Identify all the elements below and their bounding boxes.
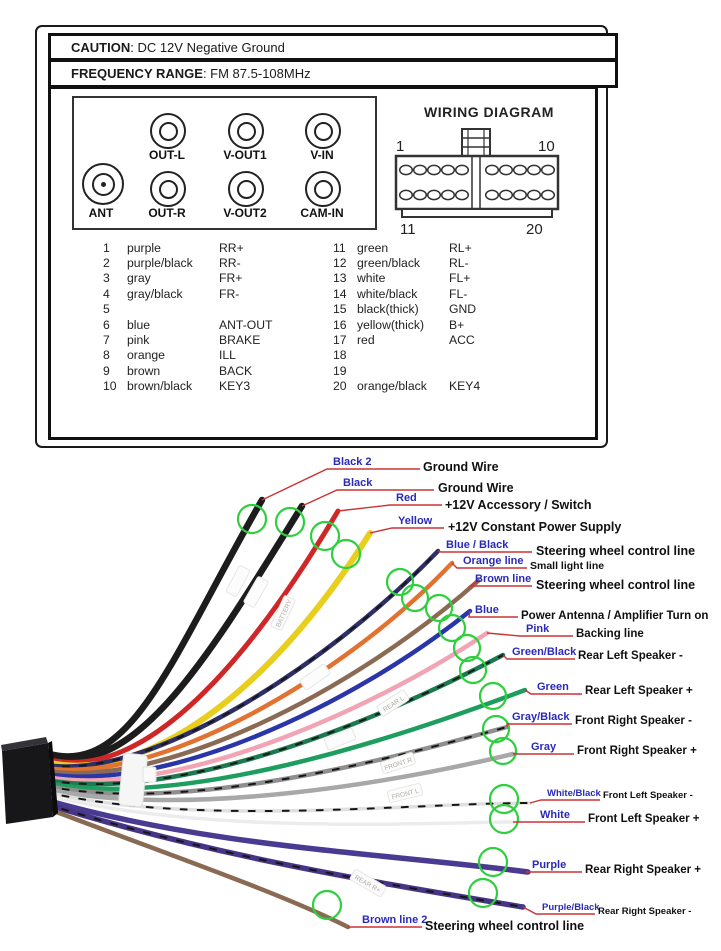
pin-number-11: 11	[400, 221, 416, 237]
pin-row	[103, 240, 338, 255]
jack-label-out-r: OUT-R	[148, 206, 186, 220]
pin-number-1: 1	[396, 138, 405, 155]
wire-label-name: Purple/Black	[542, 902, 600, 913]
pin-color: blue	[127, 317, 151, 332]
rca-jack-out-l-icon	[150, 113, 186, 149]
pin-function: ILL	[219, 348, 236, 363]
wire-label-desc: Ground Wire	[423, 460, 499, 474]
wire-label-desc: Rear Right Speaker -	[598, 906, 692, 917]
leader-line	[507, 724, 572, 727]
pin-number: 13	[333, 271, 347, 286]
wire-label-name: Gray	[531, 741, 557, 753]
pin-function: RL-	[449, 256, 469, 271]
wire-label-name: Pink	[526, 623, 550, 635]
harness-photo-section	[0, 451, 721, 951]
wire-label-name: Purple	[532, 859, 567, 871]
jack-label-v-out2: V-OUT2	[223, 206, 267, 220]
wire-label-name: Red	[396, 492, 417, 504]
wire-label-desc: +12V Accessory / Switch	[445, 498, 592, 512]
pin-number: 4	[103, 286, 110, 301]
tag-battery: BATTERY	[274, 598, 294, 629]
wire-label-name: Gray/Black	[512, 711, 570, 723]
marker-circle	[479, 848, 507, 876]
pin-number: 20	[333, 379, 347, 394]
pin-number-10: 10	[538, 138, 555, 155]
pin-row	[333, 240, 578, 255]
pin-color: brown	[127, 363, 161, 378]
harness-connector-block	[1, 737, 58, 824]
frequency-label: FREQUENCY RANGE	[71, 66, 203, 81]
pin-color: purple	[127, 240, 161, 255]
pin-number: 14	[333, 286, 347, 301]
pin-function: ACC	[449, 333, 475, 348]
pin-function: ANT-OUT	[219, 317, 273, 332]
rear-jack-panel	[72, 96, 377, 230]
marker-circle	[480, 683, 506, 709]
pin-number: 7	[103, 333, 110, 348]
pin-color: purple/black	[127, 256, 193, 271]
pin-number: 17	[333, 333, 347, 348]
pin-number: 19	[333, 363, 347, 378]
rca-jack-v-out2-icon	[228, 171, 264, 207]
pin-connector-drawing	[392, 125, 572, 237]
pin-number-20: 20	[526, 221, 543, 237]
pin-color: orange/black	[357, 379, 427, 394]
pin-table-left	[103, 240, 338, 394]
pin-color: green	[357, 240, 389, 255]
pin-function: FR-	[219, 286, 240, 301]
pin-color: gray	[127, 271, 151, 286]
rca-jack-cam-in-icon	[305, 171, 341, 207]
wire-label-desc: Power Antenna / Amplifier Turn on	[521, 610, 709, 622]
pin-number: 6	[103, 317, 110, 332]
pin-function: GND	[449, 302, 477, 317]
pin-row	[333, 286, 578, 301]
wire-label-desc: +12V Constant Power Supply	[448, 520, 622, 534]
pin-number: 11	[333, 240, 346, 255]
pin-function: KEY4	[449, 379, 481, 394]
wire-label-name: Blue	[475, 604, 499, 616]
jack-label-v-out1: V-OUT1	[223, 148, 267, 162]
wire-label-desc: Steering wheel control line	[536, 544, 696, 558]
pin-color: white	[357, 271, 386, 286]
pin-row	[103, 302, 338, 317]
wire-label-name: Brown line 2	[362, 914, 428, 926]
pin-number: 15	[333, 302, 347, 317]
pin-color: yellow(thick)	[357, 317, 425, 332]
wire-label-name: White/Black	[547, 788, 601, 799]
jack-label-ant: ANT	[88, 206, 114, 220]
wire-label-name: Blue / Black	[446, 539, 509, 551]
pin-number: 10	[103, 379, 117, 394]
pin-row	[333, 302, 578, 317]
pin-table-right	[333, 240, 578, 394]
pin-function: FL-	[449, 286, 468, 301]
wire-label-desc: Rear Right Speaker +	[585, 864, 702, 876]
pin-number: 1	[103, 240, 110, 255]
wire-label-name: Orange line	[463, 555, 524, 567]
pin-function: FL+	[449, 271, 471, 286]
wire-label-name: Brown line	[475, 573, 532, 585]
rca-jack-v-out1-icon	[228, 113, 264, 149]
tag-front-r: FRONT R	[383, 756, 414, 773]
marker-circle	[490, 805, 518, 833]
pin-color: white/black	[357, 286, 418, 301]
ant-jack-dot	[101, 182, 106, 187]
leader-line	[370, 528, 444, 533]
wire-label-name: Green	[537, 681, 569, 693]
pin-row	[333, 379, 578, 394]
rca-jack-v-in-icon	[305, 113, 341, 149]
harness-wires	[46, 500, 530, 927]
wire-label-name: Black 2	[333, 456, 372, 468]
jack-label-v-in: V-IN	[310, 148, 334, 162]
pin-number: 16	[333, 317, 347, 332]
leader-line	[530, 800, 600, 803]
pin-row	[333, 348, 578, 363]
pin-number: 8	[103, 348, 110, 363]
pin-color: orange	[127, 348, 165, 363]
pin-row	[103, 363, 338, 378]
pin-row	[103, 348, 338, 363]
wire-label-desc: Front Left Speaker +	[588, 813, 700, 825]
wire-label-desc: Small light line	[530, 560, 605, 572]
caution-text: : DC 12V Negative Ground	[130, 39, 285, 55]
wiring-diagram-title: WIRING DIAGRAM	[424, 104, 554, 120]
pin-row	[103, 317, 338, 332]
wire-label-desc: Front Right Speaker +	[577, 745, 697, 757]
caution-label: CAUTION	[71, 39, 131, 55]
pin-function: B+	[449, 317, 465, 332]
wire-label-desc: Front Right Speaker -	[575, 715, 692, 727]
pin-color: brown/black	[127, 379, 193, 394]
jack-label-out-l: OUT-L	[149, 148, 185, 162]
tag-rear-l: REAR L	[382, 694, 406, 714]
pin-color: green/black	[357, 256, 421, 271]
wire-label-desc: Rear Left Speaker +	[585, 685, 693, 697]
wire-label-desc: Steering wheel control line	[425, 919, 585, 933]
rca-jack-out-r-icon	[150, 171, 186, 207]
pin-color: black(thick)	[357, 302, 419, 317]
pin-number: 18	[333, 348, 347, 363]
caution-bar	[48, 33, 618, 61]
pin-row	[103, 255, 338, 270]
pin-color: gray/black	[127, 286, 183, 301]
tag-rear-r: REAR R+	[353, 874, 382, 895]
frequency-text: : FM 87.5-108MHz	[202, 66, 311, 81]
pin-function: KEY3	[219, 379, 251, 394]
pin-row	[333, 271, 578, 286]
leader-line	[338, 505, 442, 511]
pin-function: RL+	[449, 240, 472, 255]
pin-row	[103, 286, 338, 301]
pin-number: 12	[333, 256, 347, 271]
frequency-bar	[48, 59, 618, 88]
wire-label-desc: Steering wheel control line	[536, 578, 696, 592]
pin-function: RR+	[219, 240, 244, 255]
pin-color: red	[357, 333, 375, 348]
pin-row	[333, 332, 578, 347]
ant-jack-icon	[82, 163, 124, 205]
wire-label-name: Black	[343, 477, 373, 489]
wire-label-desc: Rear Left Speaker -	[578, 650, 683, 662]
pin-number: 2	[103, 256, 110, 271]
wire-label-name: White	[540, 809, 570, 821]
ant-jack-ring	[92, 173, 115, 196]
pin-row	[103, 332, 338, 347]
pin-row	[333, 317, 578, 332]
pin-row	[103, 379, 338, 394]
connector-body	[396, 129, 558, 217]
pin-number: 9	[103, 363, 110, 378]
pin-function: BACK	[219, 363, 253, 378]
wire-label-name: Yellow	[398, 515, 433, 527]
wire-label-desc: Front Left Speaker -	[603, 790, 693, 801]
pin-number: 5	[103, 302, 110, 317]
marker-circle	[490, 738, 516, 764]
tag-front-l: FRONT L	[391, 787, 420, 802]
pin-function: RR-	[219, 256, 241, 271]
pin-number: 3	[103, 271, 110, 286]
pin-function: BRAKE	[219, 333, 261, 348]
jack-label-cam-in: CAM-IN	[300, 206, 344, 220]
pin-color: pink	[127, 333, 150, 348]
wire-label-desc: Ground Wire	[438, 481, 514, 495]
wire-label-name: Green/Black	[512, 646, 577, 658]
leader-line	[438, 551, 532, 552]
pin-function: FR+	[219, 271, 243, 286]
pin-row	[333, 255, 578, 270]
pin-row	[333, 363, 578, 378]
wire-label-desc: Backing line	[576, 628, 644, 640]
pin-row	[103, 271, 338, 286]
